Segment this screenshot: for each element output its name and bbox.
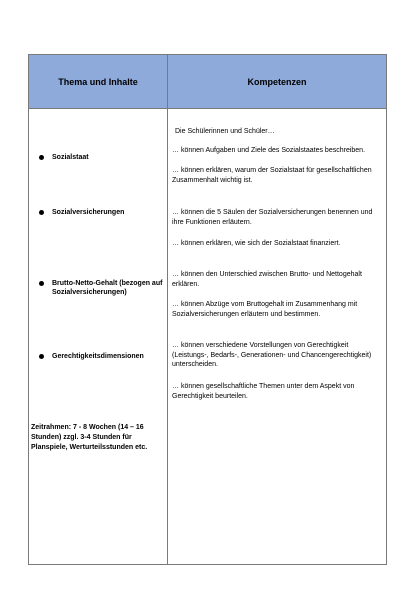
topic-label: Brutto-Netto-Gehalt (bezogen auf Sozialversicherungen) <box>52 280 163 296</box>
timeframe-note: Zeitrahmen: 7 - 8 Wochen (14 – 16 Stunden) zzgl. 3-4 Stunden für Planspiele, Werturteilsstunden etc. <box>31 424 148 451</box>
competency-item: … können erklären, warum der Sozialstaat für gesellschaftlichen Zusammenhalt wichtig ist. <box>172 167 372 184</box>
competency-item: … können verschiedene Vorstellungen von Gerechtigkeit (Leistungs-, Bedarfs-, Generationen- und Chancengerechtigkeit) unterscheiden. <box>172 342 372 368</box>
competency-item: … können gesellschaftliche Themen unter dem Aspekt von Gerechtigkeit beurteilen. <box>172 383 355 400</box>
competency-item: … können die 5 Säulen der Sozialversicherungen benennen und ihre Funktionen erläutern. <box>172 209 373 226</box>
competency-item: … können Aufgaben und Ziele des Sozialstaates beschreiben. <box>172 147 366 154</box>
header-topics: Thema und Inhalte <box>58 76 138 87</box>
bullet-icon <box>39 210 44 215</box>
bullet-icon <box>39 281 44 286</box>
topic-label: Sozialversicherungen <box>52 209 125 216</box>
column-divider <box>167 55 168 564</box>
curriculum-table <box>28 54 387 565</box>
topic-label: Sozialstaat <box>52 154 89 161</box>
bullet-icon <box>39 155 44 160</box>
competency-item: … können Abzüge vom Bruttogehalt im Zusammenhang mit Sozialversicherungen erläutern und bestimmen. <box>172 301 358 318</box>
bullet-icon <box>39 354 44 359</box>
header-competencies: Kompetenzen <box>247 76 307 87</box>
topic-label: Gerechtigkeitsdimensionen <box>52 353 144 360</box>
competency-intro: Die Schülerinnen und Schüler… <box>175 128 275 135</box>
table-header <box>29 55 386 109</box>
competency-item: … können erklären, wie sich der Sozialstaat finanziert. <box>172 240 341 247</box>
competency-item: … können den Unterschied zwischen Brutto- und Nettogehalt erklären. <box>172 271 362 288</box>
